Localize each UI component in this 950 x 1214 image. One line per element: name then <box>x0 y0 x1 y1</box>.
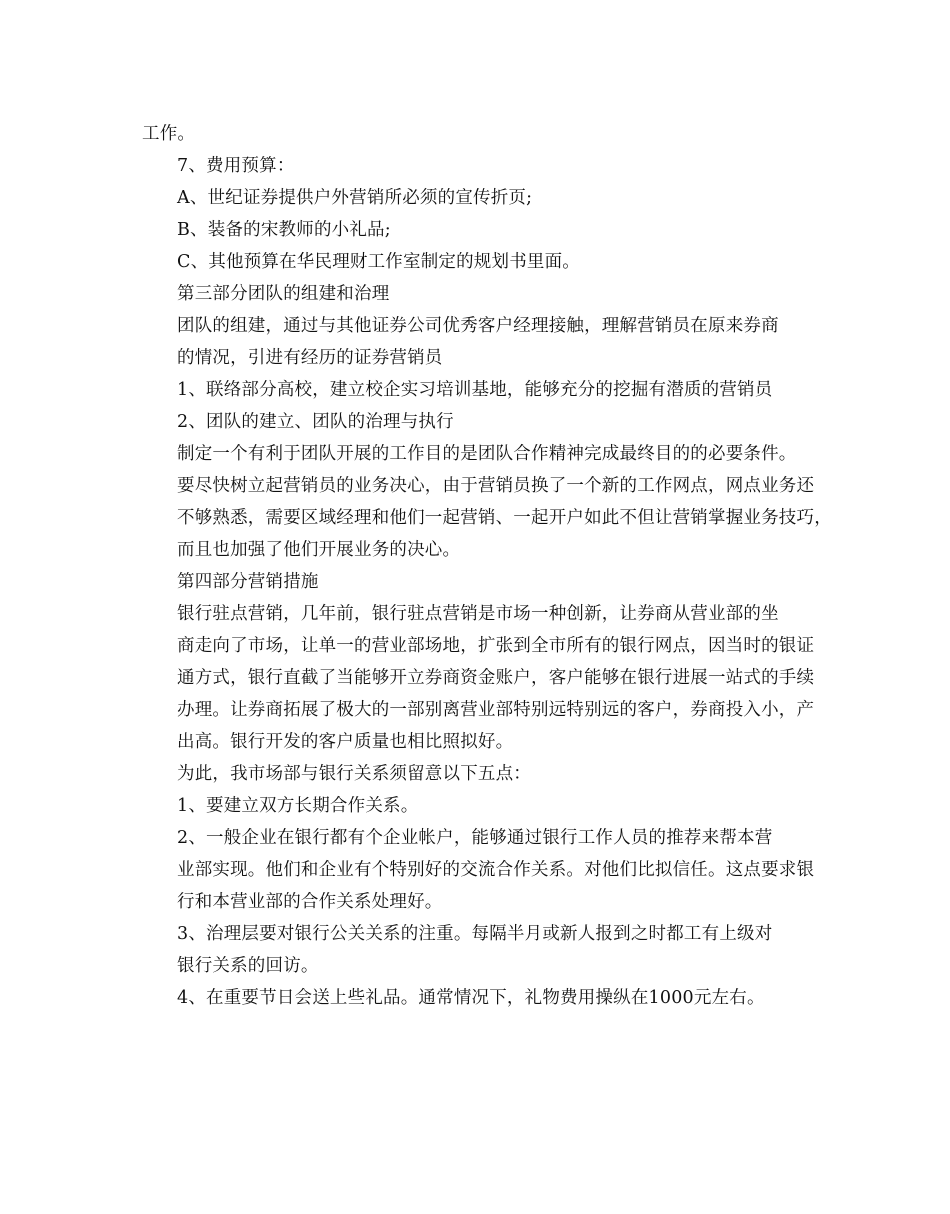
text-line: 3、治理层要对银行公关关系的注重。每隔半月或新人报到之时都工有上级对 <box>177 924 773 944</box>
paragraph <box>142 438 832 566</box>
text-line: C、其他预算在华民理财工作室制定的规划书里面。 <box>177 252 580 272</box>
text-line: 1、联络部分高校，建立校企实习培训基地，能够充分的挖掘有潜质的营销员 <box>177 380 773 400</box>
paragraph <box>142 758 812 790</box>
paragraph <box>142 822 815 918</box>
text-line: 商走向了市场，让单一的营业部场地，扩张到全市所有的银行网点，因当时的银证 <box>177 636 815 656</box>
text-line: 制定一个有利于团队开展的工作目的是团队合作精神完成最终目的的必要条件。 <box>177 444 797 464</box>
text-line: 银行驻点营销，几年前，银行驻点营销是市场一种创新，让券商从营业部的坐 <box>177 604 779 624</box>
text-line: 为此，我市场部与银行关系须留意以下五点： <box>177 764 531 784</box>
paragraph <box>142 598 815 758</box>
paragraph <box>142 118 812 150</box>
paragraph <box>142 310 812 374</box>
paragraph <box>142 406 812 438</box>
text-line: 办理。让券商拓展了极大的一部别离营业部特别远特别远的客户，券商投入小，产 <box>177 700 815 720</box>
paragraph <box>142 790 812 822</box>
text-line: 的情况，引进有经历的证券营销员 <box>177 348 443 368</box>
text-line: 第四部分营销措施 <box>177 572 319 592</box>
text-line: 不够熟悉，需要区域经理和他们一起营销、一起开户如此不但让营销掌握业务技巧， <box>177 508 832 528</box>
paragraph <box>142 278 812 310</box>
text-line: B、装备的宋教师的小礼品; <box>177 220 391 240</box>
paragraph <box>142 214 812 246</box>
text-line: 银行关系的回访。 <box>177 956 319 976</box>
text-line: 出高。银行开发的客户质量也相比照拟好。 <box>177 732 514 752</box>
text-line: 要尽快树立起营销员的业务决心，由于营销员换了一个新的工作网点，网点业务还 <box>177 476 815 496</box>
text-line: 第三部分团队的组建和治理 <box>177 284 390 304</box>
text-line: 2、团队的建立、团队的治理与执行 <box>177 412 454 432</box>
paragraph <box>142 918 812 982</box>
text-line: 4、在重要节日会送上些礼品。通常情况下，礼物费用操纵在1000元左右。 <box>177 988 765 1008</box>
paragraph <box>142 246 812 278</box>
paragraph <box>142 374 812 406</box>
document-body <box>142 118 832 1014</box>
paragraph <box>142 150 812 182</box>
text-line: 7、费用预算： <box>177 156 295 176</box>
text-line: A、世纪证券提供户外营销所必须的宣传折页; <box>177 188 533 208</box>
text-line: 工作。 <box>142 124 196 144</box>
text-line: 通方式，银行直截了当能够开立券商资金账户，客户能够在银行进展一站式的手续 <box>177 668 815 688</box>
paragraph <box>142 182 812 214</box>
text-line: 业部实现。他们和企业有个特别好的交流合作关系。对他们比拟信任。这点要求银 <box>177 860 815 880</box>
text-line: 2、一般企业在银行都有个企业帐户，能够通过银行工作人员的推荐来帮本营 <box>177 828 773 848</box>
text-line: 团队的组建，通过与其他证券公司优秀客户经理接触，理解营销员在原来券商 <box>177 316 779 336</box>
text-line: 1、要建立双方长期合作关系。 <box>177 796 419 816</box>
paragraph <box>142 566 812 598</box>
text-line: 行和本营业部的合作关系处理好。 <box>177 892 443 912</box>
text-line: 而且也加强了他们开展业务的决心。 <box>177 540 461 560</box>
paragraph <box>142 982 812 1014</box>
